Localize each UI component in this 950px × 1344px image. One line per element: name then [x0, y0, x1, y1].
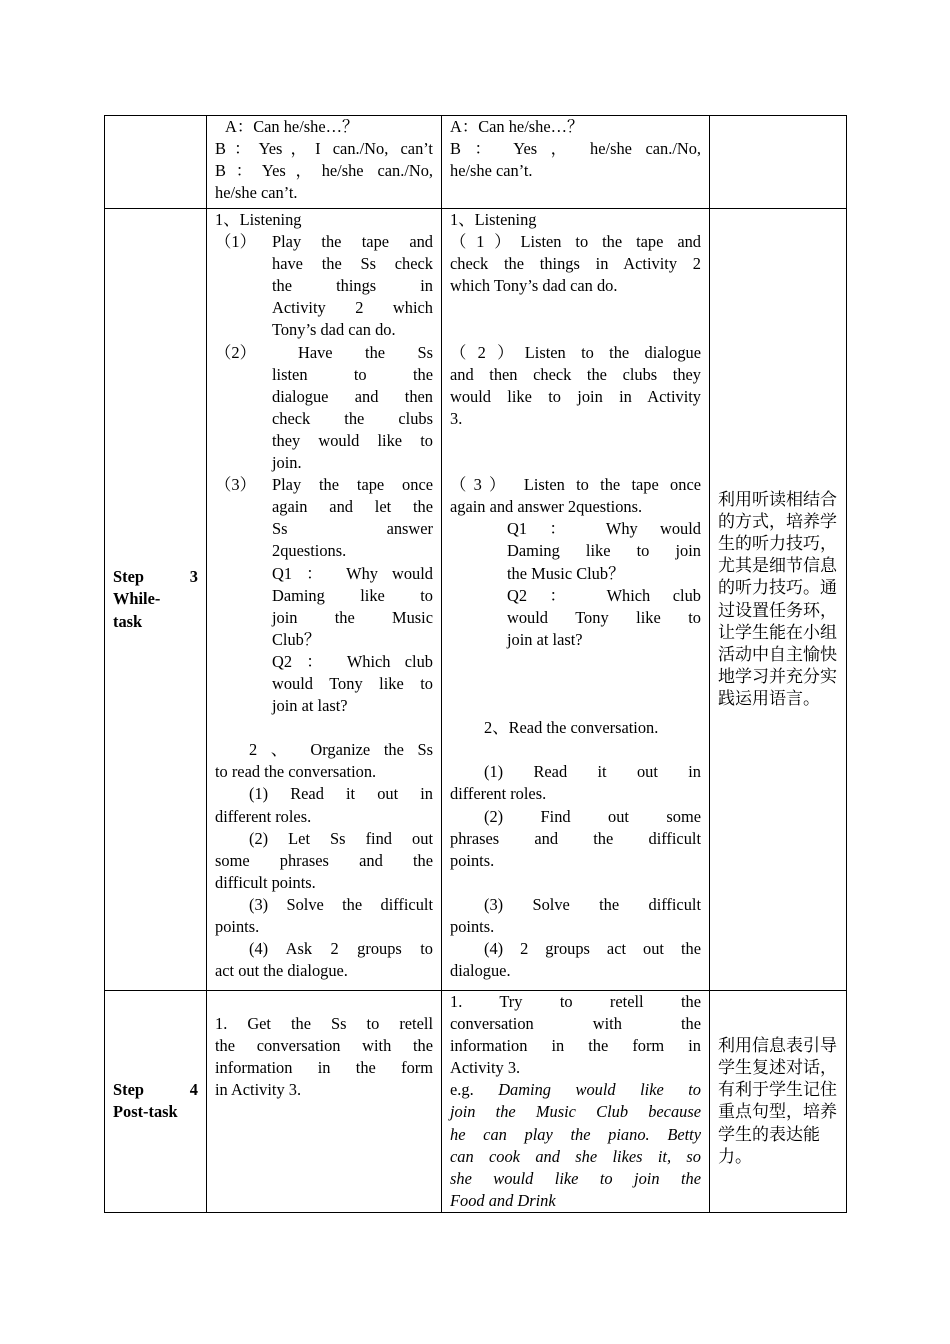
- text-line: (2) Find out some: [484, 806, 701, 826]
- design-intent-cell: [710, 991, 847, 1213]
- step-label-cell: [105, 209, 207, 991]
- text-line: Daming like to: [272, 585, 433, 605]
- text-line: some phrases and the: [215, 850, 433, 870]
- text-line: [450, 1079, 701, 1101]
- example-text: Food and Drink: [450, 1190, 556, 1210]
- text-line: Tony’s dad can do.: [272, 320, 396, 340]
- text-line: act out the dialogue.: [215, 961, 348, 981]
- text-line: dialogue and then: [272, 386, 433, 406]
- text-line: different roles.: [450, 784, 547, 804]
- text-line: join the Music: [272, 607, 433, 627]
- text-line: to read the conversation.: [215, 762, 377, 782]
- design-intent-text: 利用听读相结合的方式，培养学生的听力技巧，尤其是细节信息的听力技巧。通过设置任务环，让学生能在小组活动中自主愉快地学习并充分实践运用语言。: [718, 490, 837, 709]
- text-line: have the Ss check: [272, 254, 433, 274]
- text-line: join at last?: [272, 696, 348, 716]
- text-line: difficult points.: [215, 872, 316, 892]
- eg-prefix: e.g.: [450, 1080, 499, 1100]
- text-line: information in the form: [215, 1058, 433, 1078]
- text-line: 2、Read the conversation.: [484, 718, 659, 738]
- item-number: （2）: [215, 342, 256, 362]
- text-line: A：Can he/she…？: [225, 117, 359, 136]
- text-line: again and answer 2questions.: [450, 497, 643, 517]
- text-line: the conversation with the: [215, 1036, 433, 1056]
- text-line: dialogue.: [450, 961, 511, 981]
- student-activity-cell: [442, 991, 710, 1213]
- text-line: （3） Listen to the tape once: [450, 475, 701, 495]
- table-row: [105, 116, 847, 209]
- item-number: （3）: [215, 475, 256, 495]
- text-line: (4) 2 groups act out the: [484, 939, 701, 959]
- text-line: check the clubs: [272, 408, 433, 428]
- text-line: in Activity 3.: [215, 1080, 302, 1100]
- text-line: 1. Try to retell the: [450, 992, 701, 1011]
- step-label: Step 3: [113, 567, 198, 587]
- text-line: would Tony like to: [507, 607, 701, 627]
- example-text: join the Music Club because: [450, 1102, 701, 1122]
- text-line: Q1 ： Why would: [272, 563, 433, 583]
- text-line: would like to join in Activity: [450, 386, 701, 406]
- item-number: （1）: [215, 232, 256, 252]
- text-line: again and let the: [272, 497, 433, 517]
- text-line: phrases and the difficult: [450, 828, 701, 848]
- text-line: 1、Listening: [450, 210, 537, 229]
- text-line: the things in: [272, 276, 433, 296]
- text-line: Q2 ： Which club: [507, 585, 701, 605]
- text-line: would Tony like to: [272, 673, 433, 693]
- teacher-activity-cell: [207, 209, 442, 991]
- text-line: Q2 ： Which club: [272, 651, 433, 671]
- text-line: the Music Club？: [507, 563, 625, 583]
- student-activity-cell: [442, 209, 710, 991]
- text-line: points.: [450, 917, 495, 936]
- text-line: (1) Read it out in: [249, 784, 433, 804]
- text-line: （2）Listen to the dialogue: [450, 342, 701, 362]
- text-line: conversation with the: [450, 1014, 701, 1034]
- text-line: B：Yes，I can./No, can’t: [215, 139, 433, 159]
- text-line: Q1 ： Why would: [507, 519, 701, 539]
- example-text: she would like to join the: [450, 1168, 701, 1188]
- step-label: Step 4: [113, 1080, 198, 1100]
- table-row: [105, 209, 847, 991]
- text-line: information in the form in: [450, 1036, 701, 1056]
- step-label-cell: [105, 991, 207, 1213]
- text-line: join.: [272, 453, 302, 473]
- example-text: Daming would like to: [498, 1080, 702, 1100]
- text-line: Daming like to join: [507, 541, 701, 561]
- sub-item: [215, 474, 433, 717]
- text-line: 1、Listening: [215, 210, 302, 229]
- text-line: points.: [450, 850, 495, 870]
- text-line: 3.: [450, 408, 463, 428]
- text-line: (3) Solve the difficult: [249, 894, 433, 914]
- text-line: (3) Solve the difficult: [484, 894, 701, 914]
- text-line: Activity 3.: [450, 1058, 521, 1078]
- lesson-plan-table: [104, 115, 847, 1213]
- text-line: (2) Let Ss find out: [249, 828, 433, 848]
- text-line: B ： Yes ， he/she can./No,: [450, 139, 701, 159]
- table-row: [105, 991, 847, 1213]
- teacher-activity-cell: [207, 116, 442, 209]
- text-line: Club？: [272, 629, 321, 649]
- text-line: 2 、 Organize the Ss: [249, 740, 433, 760]
- sub-item: [215, 231, 433, 341]
- text-line: check the things in Activity 2: [450, 254, 701, 274]
- step-label: Post-task: [113, 1102, 178, 1122]
- text-line: B：Yes，he/she can./No,: [215, 161, 433, 181]
- student-activity-cell: [442, 116, 710, 209]
- text-line: Have the Ss: [298, 342, 433, 362]
- step-cell: [105, 116, 207, 209]
- design-intent-cell: [710, 209, 847, 991]
- text-line: join at last?: [507, 629, 583, 649]
- text-line: points.: [215, 917, 260, 936]
- text-line: 1. Get the Ss to retell: [215, 1014, 433, 1034]
- step-label: While-: [113, 589, 161, 609]
- text-line: he/she can’t.: [450, 161, 533, 181]
- example-text: he can play the piano. Betty: [450, 1124, 701, 1144]
- text-line: which Tony’s dad can do.: [450, 276, 618, 296]
- text-line: Play the tape and: [272, 232, 433, 252]
- text-line: they would like to: [272, 430, 433, 450]
- sub-item: [215, 342, 433, 475]
- step-label: task: [113, 611, 143, 631]
- text-line: A：Can he/she…？: [450, 117, 584, 136]
- text-line: listen to the: [272, 364, 433, 384]
- design-intent-cell: [710, 116, 847, 209]
- text-line: Play the tape once: [272, 475, 433, 495]
- text-line: and then check the clubs they: [450, 364, 701, 384]
- text-line: Ss answer: [272, 519, 433, 539]
- text-line: different roles.: [215, 806, 312, 826]
- design-intent-text: 利用信息表引导学生复述对话，有利于学生记住重点句型，培养学生的表达能力。: [718, 1036, 837, 1167]
- text-line: he/she can’t.: [215, 183, 298, 203]
- text-line: (1) Read it out in: [484, 762, 701, 782]
- teacher-activity-cell: [207, 991, 442, 1213]
- text-line: 2questions.: [272, 541, 347, 561]
- text-line: (4) Ask 2 groups to: [249, 939, 433, 959]
- text-line: （1）Listen to the tape and: [450, 232, 701, 252]
- text-line: Activity 2 which: [272, 298, 433, 318]
- example-text: can cook and she likes it, so: [450, 1146, 701, 1166]
